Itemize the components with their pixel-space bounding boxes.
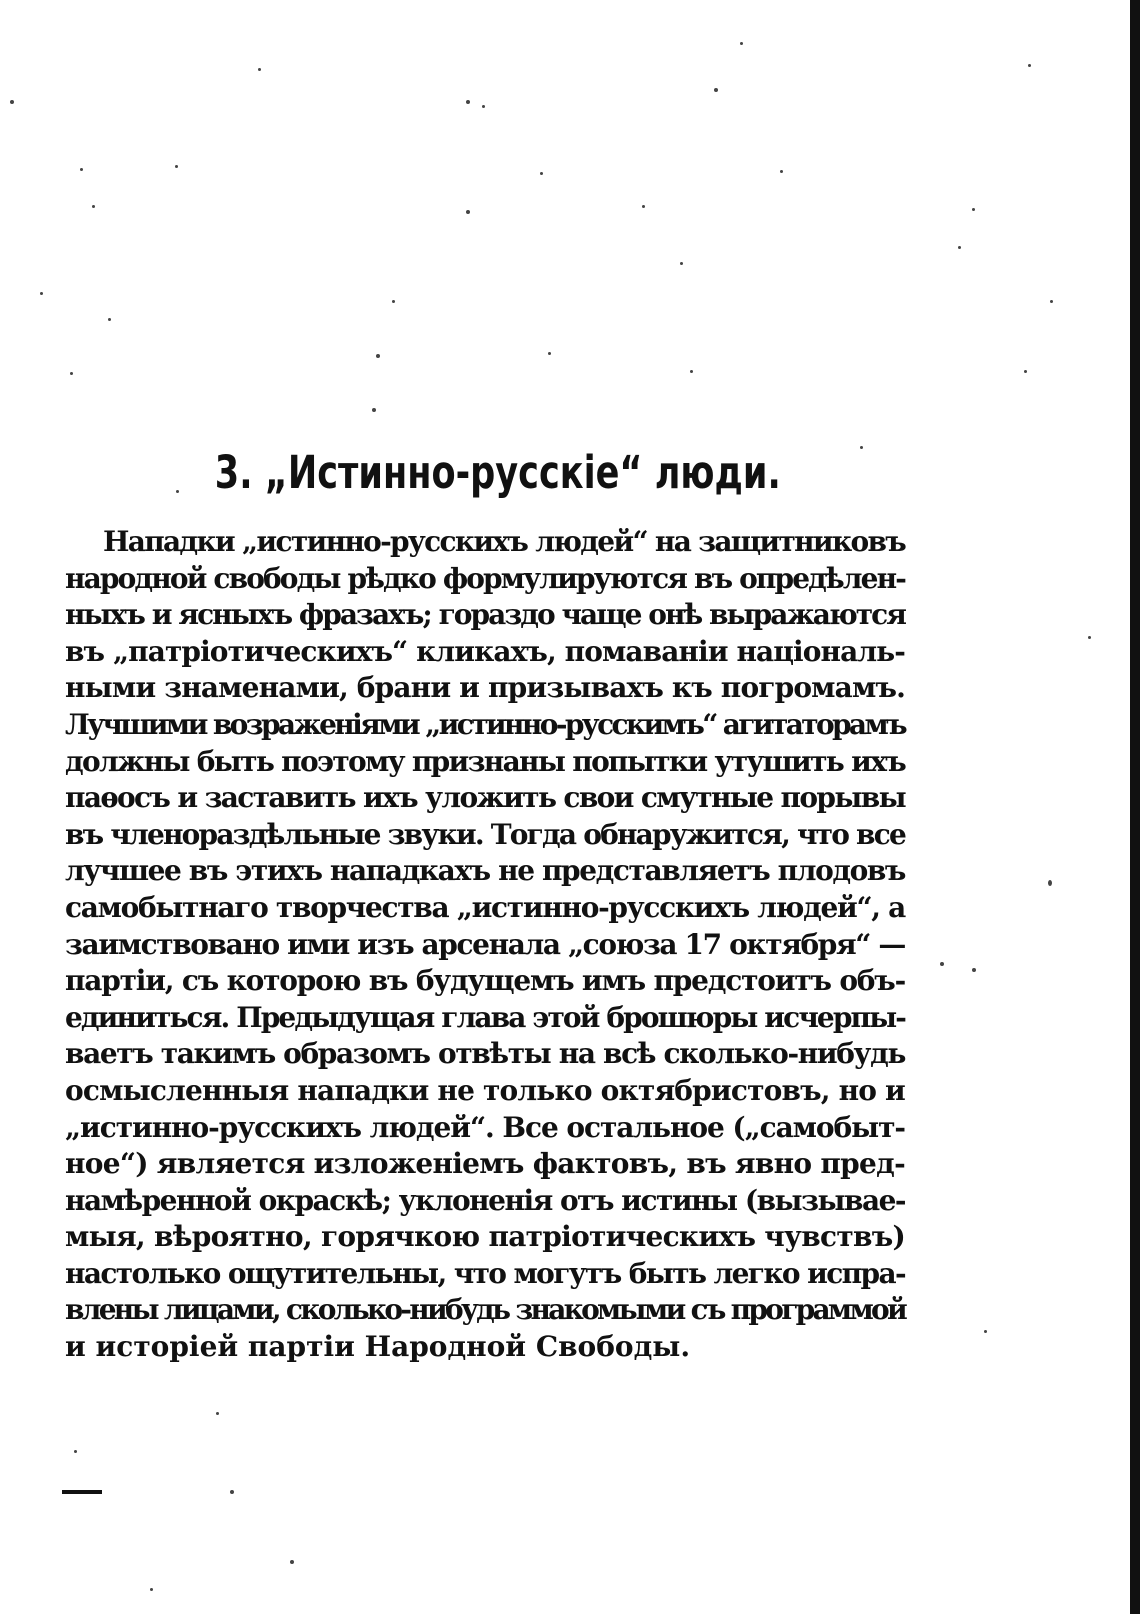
chapter-heading: 3. „Истинно-русскіе“ люди. xyxy=(214,446,781,499)
text-line: Нападки „истинно-русскихъ людей“ на защитниковъ xyxy=(103,525,905,558)
text-line: должны быть поэтому признаны попытки утушить ихъ xyxy=(65,744,905,778)
text-line: ныхъ и ясныхъ фразахъ; гораздо чаще онѣ выражаются xyxy=(65,598,905,632)
text-line: самобытнаго творчества „истинно-русскихъ людей“, а xyxy=(65,890,905,924)
text-line: заимствовано ими изъ арсенала „союза 17 октября“ — xyxy=(65,927,905,961)
text-line: мыя, вѣроятно, горячкою патріотическихъ чувствъ) xyxy=(65,1220,905,1254)
text-line: паѳосъ и заставить ихъ уложить свои смутные порывы xyxy=(65,781,905,815)
text-line: въ членораздѣльные звуки. Тогда обнаружится, что все xyxy=(65,817,905,851)
text-line: влены лицами, сколько-нибудь знакомыми съ программой xyxy=(65,1293,905,1327)
text-line: единиться. Предыдущая глава этой брошюры исчерпы- xyxy=(65,1000,905,1034)
text-line: „истинно-русскихъ людей“. Все остальное („самобыт- xyxy=(65,1110,905,1144)
text-line: осмысленныя нападки не только октябристовъ, но и xyxy=(65,1073,905,1107)
page-edge-shadow xyxy=(1130,0,1140,1614)
text-line: и исторіей партіи Народной Свободы. xyxy=(65,1330,691,1364)
text-line: ное“) является изложеніемъ фактовъ, въ явно пред- xyxy=(65,1147,905,1181)
text-line: Лучшими возраженіями „истинно-русскимъ“ агитаторамъ xyxy=(65,707,905,741)
text-line: ваетъ такимъ образомъ отвѣты на всѣ сколько-нибудь xyxy=(65,1037,906,1071)
text-line: настолько ощутительны, что могутъ быть легко испра- xyxy=(65,1256,905,1290)
text-line: партіи, съ которою въ будущемъ имъ предстоитъ объ- xyxy=(65,964,905,998)
text-line: народной свободы рѣдко формулируются въ опредѣлен- xyxy=(65,561,905,595)
chapter-paragraph xyxy=(65,524,905,1366)
text-line: въ „патріотическихъ“ кликахъ, помаваніи національ- xyxy=(65,634,905,668)
bottom-rule-mark xyxy=(62,1490,102,1494)
text-line: лучшее въ этихъ нападкахъ не представляетъ плодовъ xyxy=(65,854,906,888)
text-line: ными знаменами, брани и призывахъ къ погромамъ. xyxy=(65,671,905,705)
text-line: намѣренной окраскѣ; уклоненія отъ истины (вызывае- xyxy=(65,1183,905,1217)
